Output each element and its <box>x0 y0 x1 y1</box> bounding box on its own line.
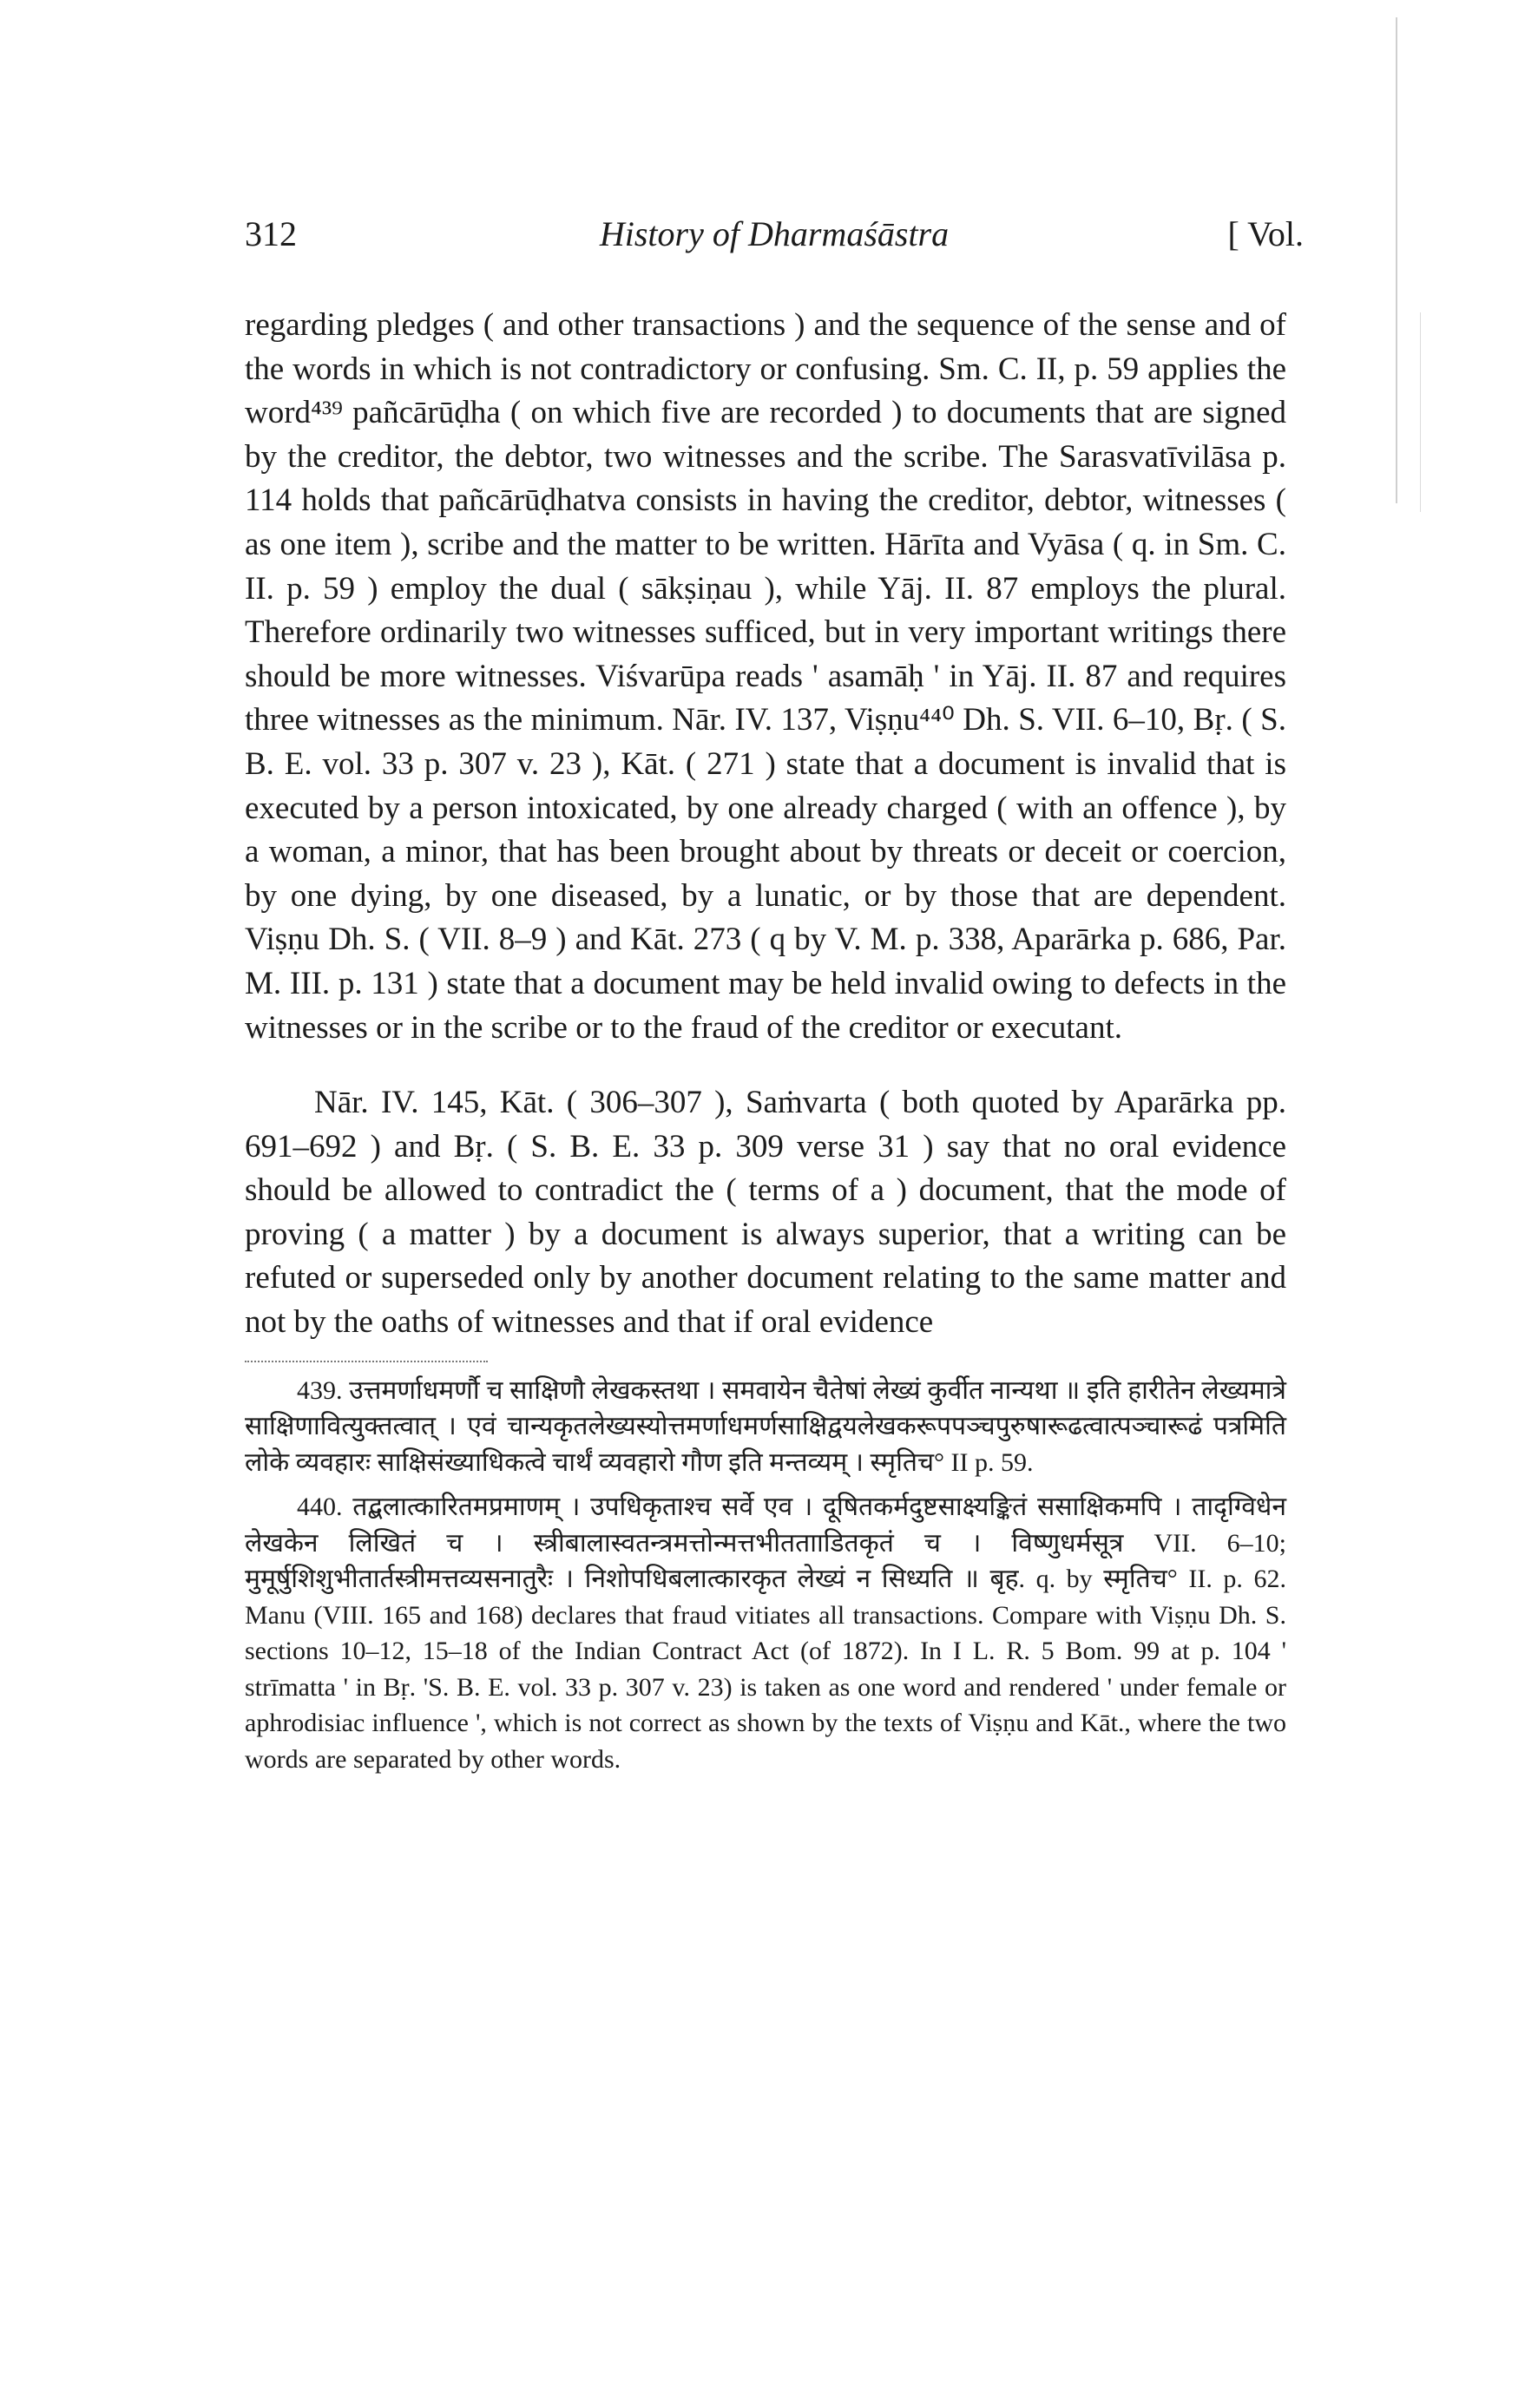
footnote-439: 439. उत्तमर्णाधमर्णौ च साक्षिणौ लेखकस्तथा । समवायेन चैतेषां लेख्यं कुर्वीत नान्यथा ॥ इति हारीतेन लेख्यमात्रे साक्षिणावित्युक्तत्वात् । एवं चान्यकृतलेख्यस्योत्तमर्णाधमर्णसाक्षिद्वयलेखकरूपपञ्चपुरुषारूढत्वात्पञ्चारूढं पत्रमिति लोके व्यवहारः साक्षिसंख्याधिकत्वे चार्थं व्यवहारो गौण इति मन्तव्यम् । स्मृतिच° II p. 59. <box>245 1375 1286 1477</box>
page-number: 312 <box>245 214 297 253</box>
footnotes <box>245 1373 1286 1778</box>
running-header <box>245 213 1304 266</box>
paragraph-2: Nār. IV. 145, Kāt. ( 306–307 ), Saṁvarta ( both quoted by Aparārka pp. 691–692 ) and Bṛ. ( S. B. E. 33 p. 309 verse 31 ) say that no oral evidence should be allowed to contradict the ( terms of a ) document, that the mode of proving ( a matter ) by a document is always superior, that a writing can be refuted or superseded only by another document relating to the same matter and not by the oaths of witnesses and that if oral evidence <box>245 1085 1286 1341</box>
footnote-separator <box>245 1361 488 1362</box>
footnote-440: 440. तद्बलात्कारितमप्रमाणम् । उपधिकृताश्च सर्वे एव । दूषितकर्मदुष्टसाक्ष्यङ्कितं ससाक्षिकमपि । तादृग्विधेन लेखकेन लिखितं च । स्त्रीबालास्वतन्त्रमत्तोन्मत्तभीततााडितकृतं च । विष्णुधर्मसूत्र VII. 6–10; मुमूर्षुशिशुभीतार्तस्त्रीमत्तव्यसनातुरैः । निशोपधिबलात्कारकृत लेख्यं न सिध्यति ॥ बृह. q. by स्मृतिच° II. p. 62. Manu (VIII. 165 and 168) declares that fraud vitiates all transactions. Compare with Viṣṇu Dh. S. sections 10–12, 15–18 of the Indian Contract Act (of 1872). In I L. R. 5 Bom. 99 at p. 104 ' strīmatta ' in Bṛ. 'S. B. E. vol. 33 p. 307 v. 23) is taken as one word and rendered ' under female or aphrodisiac influence ', which is not correct as shown by the texts of Viṣṇu and Kāt., where the two words are separated by other words. <box>245 1493 1286 1774</box>
scan-artifact-line <box>1420 312 1421 512</box>
paragraph-1: regarding pledges ( and other transactions ) and the sequence of the sense and of the words in which is not contradictory or confusing. Sm. C. II, p. 59 applies the word⁴³⁹ pañcārūḍha ( on which five are recorded ) to documents that are signed by the creditor, the debtor, two witnesses and the scribe. The Sarasvatīvilāsa p. 114 holds that pañcārūḍhatva consists in having the creditor, debtor, witnesses ( as one item ), scribe and the matter to be written. Hārīta and Vyāsa ( q. in Sm. C. II. p. 59 ) employ the dual ( sākṣiṇau ), while Yāj. II. 87 employs the plural. Therefore ordinarily two witnesses sufficed, but in very important writings there should be more witnesses. Viśvarūpa reads ' asamāḥ ' in Yāj. II. 87 and requires three witnesses as the minimum. Nār. IV. 137, Viṣṇu⁴⁴⁰ Dh. S. VII. 6–10, Bṛ. ( S. B. E. vol. 33 p. 307 v. 23 ), Kāt. ( 271 ) state that a document is invalid that is executed by a person intoxicated, by one already charged ( with an offence ), by a woman, a minor, that has been brought about by threats or deceit or coercion, by one dying, by one diseased, by a lunatic, or by those that are dependent. Viṣṇu Dh. S. ( VII. 8–9 ) and Kāt. 273 ( q by V. M. p. 338, Aparārka p. 686, Par. M. III. p. 131 ) state that a document may be held invalid owing to defects in the witnesses or in the scribe or to the fraud of the creditor or executant. <box>245 307 1286 1046</box>
running-title: History of Dharmaśāstra <box>599 214 950 253</box>
scan-artifact-line <box>1396 17 1397 503</box>
main-text <box>245 304 1286 1786</box>
volume-label: [ Vol. <box>1227 214 1304 253</box>
